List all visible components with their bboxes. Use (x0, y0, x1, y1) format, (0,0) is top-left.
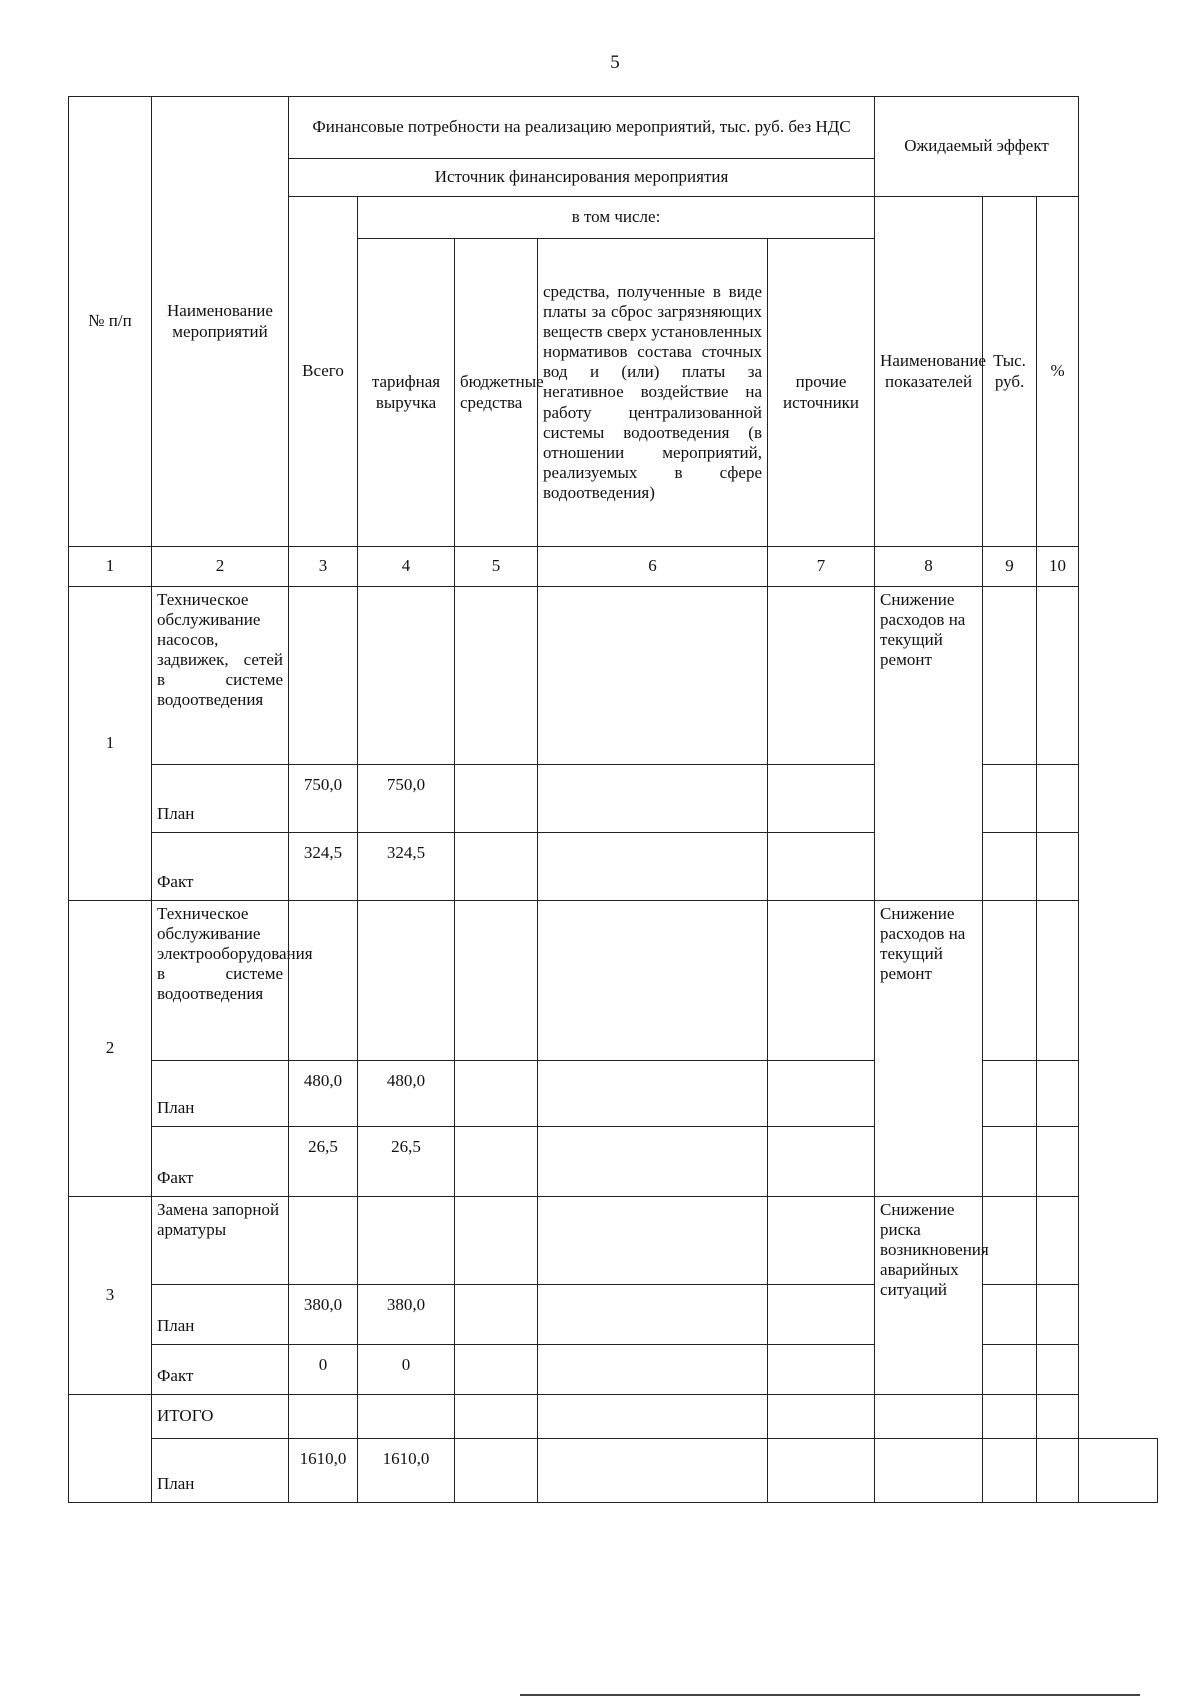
total-plan-label: План (152, 1439, 289, 1503)
measure-name: Техническое обслуживание электрооборудования в системе водоотведения (152, 901, 289, 1061)
page-number: 5 (610, 52, 620, 73)
table-row (69, 1439, 1158, 1503)
header-thousand-rub: Тыс. руб. (983, 197, 1037, 547)
plan-label: План (152, 1061, 289, 1127)
total-plan-tariff: 1610,0 (358, 1439, 455, 1503)
column-number: 3 (289, 547, 358, 587)
page-bottom-rule (520, 1694, 1140, 1696)
table-row (69, 1127, 1158, 1197)
header-name: Наименование мероприятий (152, 97, 289, 547)
table-row (69, 1395, 1158, 1439)
column-number: 10 (1037, 547, 1079, 587)
header-including: в том числе: (358, 197, 875, 239)
total-plan-total: 1610,0 (289, 1439, 358, 1503)
financial-needs-table (68, 96, 1158, 1503)
fact-tariff: 324,5 (358, 833, 455, 901)
fact-tariff: 26,5 (358, 1127, 455, 1197)
header-indicator: Наименование показателей (875, 197, 983, 547)
header-total: Всего (289, 197, 358, 547)
header-source: Источник финансирования мероприятия (289, 159, 875, 197)
table-row (69, 1061, 1158, 1127)
row-number: 1 (69, 587, 152, 901)
row-number: 2 (69, 901, 152, 1197)
table-row (69, 833, 1158, 901)
table-row (69, 1197, 1158, 1285)
header-effect: Ожидаемый эффект (875, 97, 1079, 197)
table-row (69, 1345, 1158, 1395)
fact-total: 0 (289, 1345, 358, 1395)
effect-indicator: Снижение расходов на текущий ремонт (875, 587, 983, 901)
fact-label: Факт (152, 1345, 289, 1395)
column-number: 6 (538, 547, 768, 587)
column-number: 9 (983, 547, 1037, 587)
column-number: 4 (358, 547, 455, 587)
measure-name: Замена запорной арматуры (152, 1197, 289, 1285)
fact-tariff: 0 (358, 1345, 455, 1395)
column-number: 1 (69, 547, 152, 587)
column-number: 8 (875, 547, 983, 587)
header-percent: % (1037, 197, 1079, 547)
row-number: 3 (69, 1197, 152, 1395)
fact-label: Факт (152, 833, 289, 901)
effect-indicator: Снижение риска возникновения аварийных ситуаций (875, 1197, 983, 1395)
plan-label: План (152, 1285, 289, 1345)
plan-tariff: 750,0 (358, 765, 455, 833)
fact-label: Факт (152, 1127, 289, 1197)
table-row (69, 1285, 1158, 1345)
column-number: 2 (152, 547, 289, 587)
column-numbers-row (69, 547, 1158, 587)
plan-tariff: 480,0 (358, 1061, 455, 1127)
plan-total: 750,0 (289, 765, 358, 833)
column-number: 7 (768, 547, 875, 587)
total-label: ИТОГО (152, 1395, 289, 1439)
table-row (69, 765, 1158, 833)
table-row (69, 587, 1158, 765)
plan-label: План (152, 765, 289, 833)
header-tariff: тарифная выручка (358, 239, 455, 547)
header-financial: Финансовые потребности на реализацию мероприятий, тыс. руб. без НДС (289, 97, 875, 159)
plan-total: 480,0 (289, 1061, 358, 1127)
fact-total: 26,5 (289, 1127, 358, 1197)
plan-tariff: 380,0 (358, 1285, 455, 1345)
column-number: 5 (455, 547, 538, 587)
plan-total: 380,0 (289, 1285, 358, 1345)
header-num: № п/п (69, 97, 152, 547)
measure-name: Техническое обслуживание насосов, задвижек, сетей в системе водоотведения (152, 587, 289, 765)
header-fee-funds: средства, полученные в виде платы за сброс загрязняющих веществ сверх установленных нормативов состава сточных вод и (или) платы за негативное воздействие на работу централизованной системы водоотведения (в отношении мероприятий, реализуемых в сфере водоотведения) (538, 239, 768, 547)
effect-indicator: Снижение расходов на текущий ремонт (875, 901, 983, 1197)
fact-total: 324,5 (289, 833, 358, 901)
table-row (69, 901, 1158, 1061)
header-budget: бюджетные средства (455, 239, 538, 547)
header-other: прочие источники (768, 239, 875, 547)
